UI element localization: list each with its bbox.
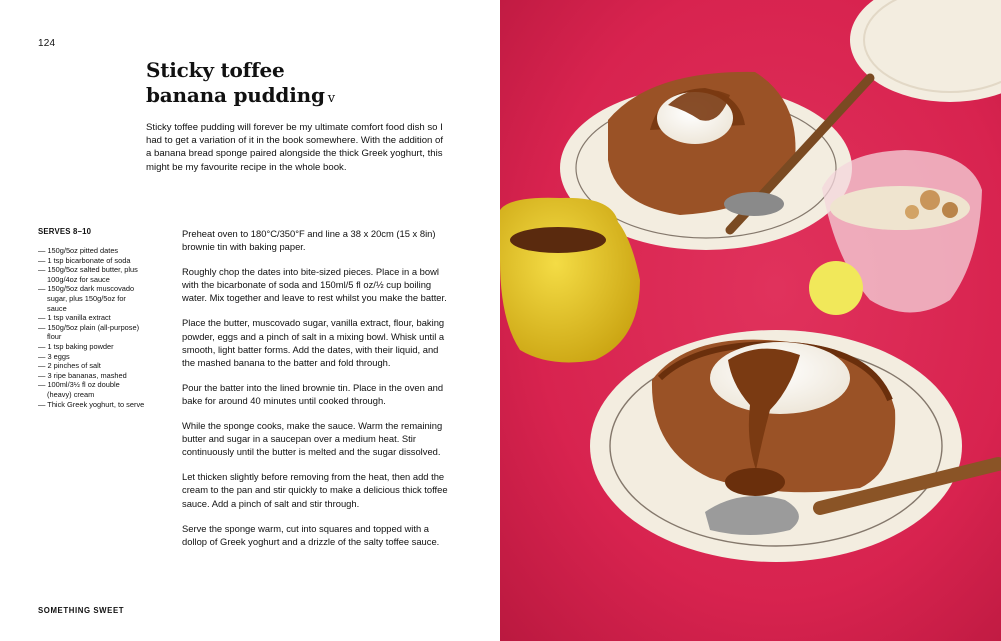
ingredient-item: — 150g/5oz plain (all-purpose) flour [38, 322, 140, 342]
affogato-sticker [809, 261, 863, 315]
ingredient-item: — 1 tsp baking powder [38, 341, 114, 351]
method-step: Pour the batter into the lined brownie tin. Place in the oven and bake for around 40 minutes until cooked through. [182, 381, 444, 406]
method-step: Place the butter, muscovado sugar, vanilla extract, flour, baking powder, eggs and a pinch of salt in a mixing bowl. Whisk until a smooth, light batter forms. Add the dates, with their liquid, and the mashed banana to the batter and fold through. [182, 317, 445, 368]
ingredient-item: — Thick Greek yoghurt, to serve [38, 399, 145, 409]
ingredient-item: — 150g/5oz salted butter, plus 100g/4oz for sauce [38, 265, 138, 284]
recipe-title [146, 58, 335, 111]
method-step: Preheat oven to 180°C/350°F and line a 38 x 20cm (15 x 8in) brownie tin with baking paper. [182, 228, 436, 253]
method-step: Let thicken slightly before removing from the heat, then add the cream to the pan and stir quickly to make a delicious thick toffee sauce. Add a pinch of salt and stir through. [182, 471, 448, 509]
pudding-photo [500, 0, 1001, 641]
ingredient-item: — 100ml/3½ fl oz double (heavy) cream [38, 380, 120, 399]
method-steps [182, 227, 452, 560]
ingredient-item: — 3 eggs [38, 351, 70, 361]
ingredient-item: — 3 ripe bananas, mashed [38, 370, 127, 380]
ingredient-item: — 1 tsp bicarbonate of soda [38, 255, 131, 265]
section-footer: SOMETHING SWEET [38, 606, 125, 615]
ingredient-item: — 150g/5oz pitted dates [38, 246, 119, 255]
serves-label: SERVES 8–10 [38, 227, 92, 236]
page-number: 124 [38, 38, 56, 49]
method-step: Roughly chop the dates into bite-sized pieces. Place in a bowl with the bicarbonate of soda and 150ml/5 fl oz/½ cup boiling water. Mix together and leave to rest whilst you make the batter. [182, 266, 447, 304]
title-line-1: Sticky toffee [146, 58, 285, 82]
title-line-2: banana pudding [146, 83, 325, 107]
ingredients-list [38, 246, 146, 409]
ingredient-item: — 150g/5oz dark muscovado sugar, plus 150g/5oz for sauce [38, 284, 135, 313]
recipe-page [0, 0, 500, 641]
method-step: Serve the sponge warm, cut into squares and topped with a dollop of Greek yoghurt and a drizzle of the salty toffee sauce. [182, 522, 440, 547]
recipe-intro: Sticky toffee pudding will forever be my ultimate comfort food dish so I had to get a variation of it in the book somewhere. With the addition of a banana bread sponge paired alongside the thick Greek yoghurt, this might be my favourite recipe in the whole book. [146, 122, 444, 173]
ingredient-item: — 1 tsp vanilla extract [38, 313, 111, 323]
ingredient-item: — 2 pinches of salt [38, 361, 101, 371]
vegetarian-badge: v [327, 91, 335, 106]
method-step: While the sponge cooks, make the sauce. Warm the remaining butter and sugar in a saucepan over a medium heat. Stir continuously until the butter is melted and the sugar dissolved. [182, 420, 443, 458]
